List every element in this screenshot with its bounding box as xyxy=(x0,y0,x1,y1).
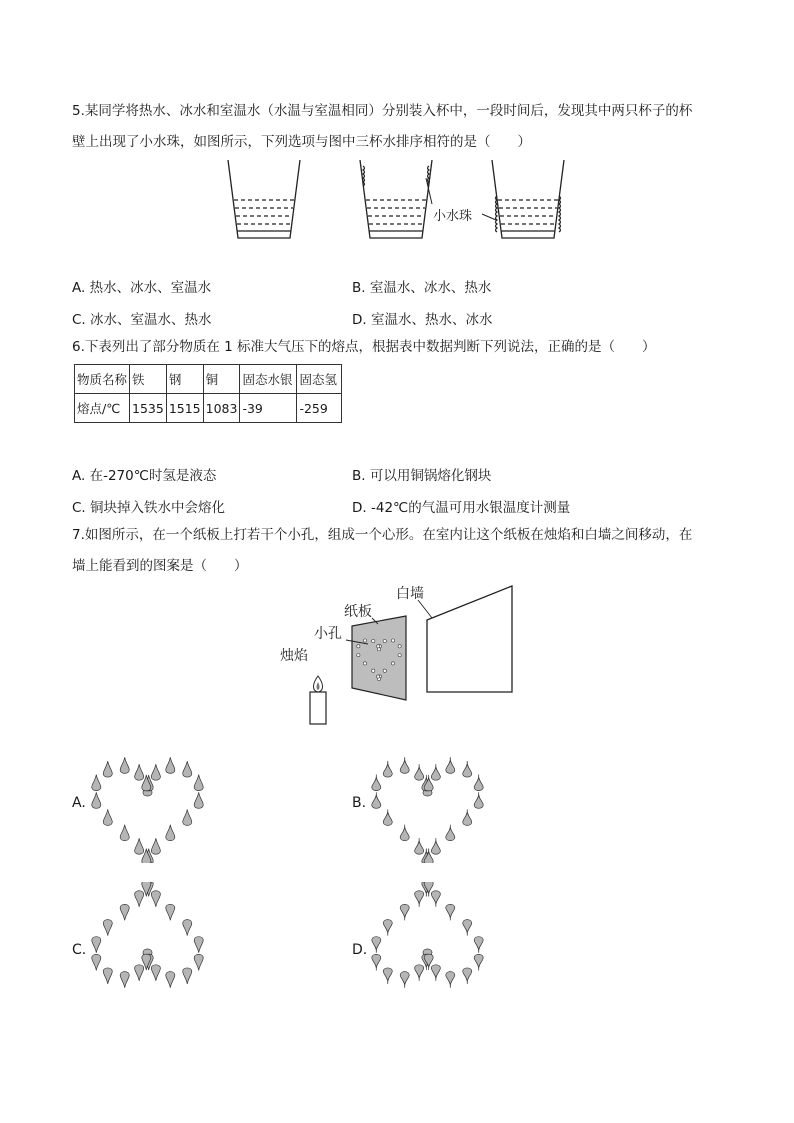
teardrop-spot xyxy=(383,761,392,777)
q7-stem xyxy=(72,520,732,582)
teardrop-spot xyxy=(400,972,409,988)
teardrop-spot xyxy=(383,968,392,984)
q6-option-b[interactable]: B. 可以用铜锅熔化钢块 xyxy=(352,468,492,484)
board-hole xyxy=(363,639,366,642)
teardrop-spot xyxy=(103,761,112,777)
teardrop-spot xyxy=(92,954,101,970)
teardrop-spot xyxy=(463,968,472,984)
candle xyxy=(310,692,326,724)
teardrop-spot xyxy=(183,809,192,825)
paper-board xyxy=(352,616,406,700)
q5-cups-figure xyxy=(220,158,580,248)
teardrop-spot xyxy=(372,937,381,953)
teardrop-spot xyxy=(166,972,175,988)
q6-stem: 6.下表列出了部分物质在 1 标准大气压下的熔点，根据表中数据判断下列说法，正确的是（ ） xyxy=(72,339,656,355)
board-hole xyxy=(391,662,394,665)
teardrop-spot xyxy=(151,764,160,780)
table-cell: 固态氢 xyxy=(297,365,342,394)
teardrop-spot xyxy=(400,904,409,920)
table-header-row xyxy=(75,365,342,394)
q7-option-c[interactable]: C. xyxy=(72,942,87,958)
teardrop-spot xyxy=(135,891,144,907)
teardrop-spot xyxy=(383,809,392,825)
teardrop-spot xyxy=(92,775,101,791)
table-row xyxy=(75,394,342,423)
q6-option-d[interactable]: D. -42℃的气温可用水银温度计测量 xyxy=(352,500,571,516)
teardrop-spot xyxy=(166,757,175,773)
teardrop-spot xyxy=(120,825,129,841)
teardrop-spot xyxy=(92,937,101,953)
teardrop-spot xyxy=(183,968,192,984)
teardrop-spot xyxy=(372,954,381,970)
table-cell: 固态水银 xyxy=(240,365,297,394)
teardrop-spot xyxy=(446,972,455,988)
q5-option-a[interactable]: A. 热水、冰水、室温水 xyxy=(72,280,212,296)
teardrop-spot xyxy=(463,761,472,777)
table-cell: 1515 xyxy=(166,394,203,423)
table-cell: -259 xyxy=(297,394,342,423)
teardrop-spot xyxy=(415,891,424,907)
teardrop-spot xyxy=(103,920,112,936)
teardrop-spot xyxy=(431,838,440,854)
teardrop-spot xyxy=(474,937,483,953)
teardrop-spot xyxy=(431,965,440,981)
teardrop-spot xyxy=(446,757,455,773)
board-hole xyxy=(363,662,366,665)
teardrop-spot xyxy=(194,792,203,808)
table-cell: 钢 xyxy=(166,365,203,394)
teardrop-spot xyxy=(120,757,129,773)
teardrop-spot xyxy=(135,838,144,854)
q5-droplet-label: 小水珠 xyxy=(433,209,473,224)
board-hole xyxy=(377,645,380,648)
heart-pattern-a xyxy=(85,738,210,863)
board-hole xyxy=(372,640,375,643)
board-hole xyxy=(383,669,386,672)
q7-stem-line1: 7.如图所示，在一个纸板上打若干个小孔，组成一个心形。在室内让这个纸板在烛焰和白墙之间移动，在 xyxy=(72,527,693,543)
q5-stem xyxy=(72,96,732,158)
teardrop-spot xyxy=(400,825,409,841)
teardrop-spot xyxy=(400,757,409,773)
teardrop-spot xyxy=(431,891,440,907)
heart-pattern-c xyxy=(85,882,210,1007)
q7-stem-line2: 墙上能看到的图案是（ ） xyxy=(72,558,248,574)
teardrop-spot xyxy=(92,792,101,808)
teardrop-spot xyxy=(183,920,192,936)
teardrop-spot xyxy=(103,968,112,984)
teardrop-spot xyxy=(474,792,483,808)
teardrop-spot xyxy=(431,764,440,780)
q6-option-c[interactable]: C. 铜块掉入铁水中会熔化 xyxy=(72,500,226,516)
q7-option-d[interactable]: D. xyxy=(352,942,368,958)
teardrop-spot xyxy=(474,775,483,791)
teardrop-spot xyxy=(415,965,424,981)
white-wall xyxy=(427,586,512,692)
teardrop-spot xyxy=(446,825,455,841)
q5-option-d[interactable]: D. 室温水、热水、冰水 xyxy=(352,312,493,328)
teardrop-spot xyxy=(120,972,129,988)
teardrop-spot xyxy=(135,965,144,981)
pinhole-setup-figure xyxy=(272,580,522,730)
teardrop-spot xyxy=(463,920,472,936)
teardrop-spot xyxy=(103,809,112,825)
board-hole xyxy=(398,645,401,648)
q7-option-a[interactable]: A. xyxy=(72,795,86,811)
teardrop-spot xyxy=(194,954,203,970)
teardrop-spot xyxy=(166,825,175,841)
cup-1 xyxy=(228,160,300,238)
cup-2 xyxy=(360,160,432,238)
board-hole xyxy=(377,675,380,678)
board-hole xyxy=(383,640,386,643)
q6-option-a[interactable]: A. 在-270℃时氢是液态 xyxy=(72,468,217,484)
teardrop-spot xyxy=(415,764,424,780)
q5-stem-line2: 壁上出现了小水珠，如图所示，下列选项与图中三杯水排序相符的是（ ） xyxy=(72,134,531,150)
teardrop-spot xyxy=(151,891,160,907)
board-hole xyxy=(398,653,401,656)
teardrop-spot xyxy=(474,954,483,970)
wall-label: 白墙 xyxy=(396,586,424,602)
table-cell: 物质名称 xyxy=(75,365,130,394)
teardrop-spot xyxy=(194,937,203,953)
table-cell: 铁 xyxy=(130,365,167,394)
q5-option-c[interactable]: C. 冰水、室温水、热水 xyxy=(72,312,212,328)
flame-label: 烛焰 xyxy=(280,648,308,664)
teardrop-spot xyxy=(415,838,424,854)
teardrop-spot xyxy=(194,775,203,791)
table-cell: 1083 xyxy=(203,394,240,423)
table-cell: -39 xyxy=(240,394,297,423)
teardrop-spot xyxy=(120,904,129,920)
board-label: 纸板 xyxy=(344,604,372,620)
teardrop-spot xyxy=(135,764,144,780)
teardrop-spot xyxy=(151,838,160,854)
board-hole xyxy=(357,645,360,648)
q7-option-b[interactable]: B. xyxy=(352,795,367,811)
teardrop-spot xyxy=(383,920,392,936)
cup-3 xyxy=(492,160,564,238)
melting-point-table xyxy=(74,364,342,423)
teardrop-spot xyxy=(166,904,175,920)
heart-pattern-b xyxy=(365,738,490,863)
teardrop-spot xyxy=(463,809,472,825)
teardrop-spot xyxy=(372,775,381,791)
teardrop-spot xyxy=(446,904,455,920)
hole-label: 小孔 xyxy=(314,626,342,642)
heart-pattern-d xyxy=(365,882,490,1007)
teardrop-spot xyxy=(372,792,381,808)
q5-option-b[interactable]: B. 室温水、冰水、热水 xyxy=(352,280,492,296)
board-hole xyxy=(372,669,375,672)
board-hole xyxy=(357,653,360,656)
table-cell: 铜 xyxy=(203,365,240,394)
teardrop-spot xyxy=(183,761,192,777)
table-cell: 熔点/℃ xyxy=(75,394,130,423)
teardrop-spot xyxy=(151,965,160,981)
board-hole xyxy=(391,639,394,642)
table-cell: 1535 xyxy=(130,394,167,423)
q5-stem-line1: 5.某同学将热水、冰水和室温水（水温与室温相同）分别装入杯中，一段时间后，发现其中两只杯子的杯 xyxy=(72,103,693,119)
